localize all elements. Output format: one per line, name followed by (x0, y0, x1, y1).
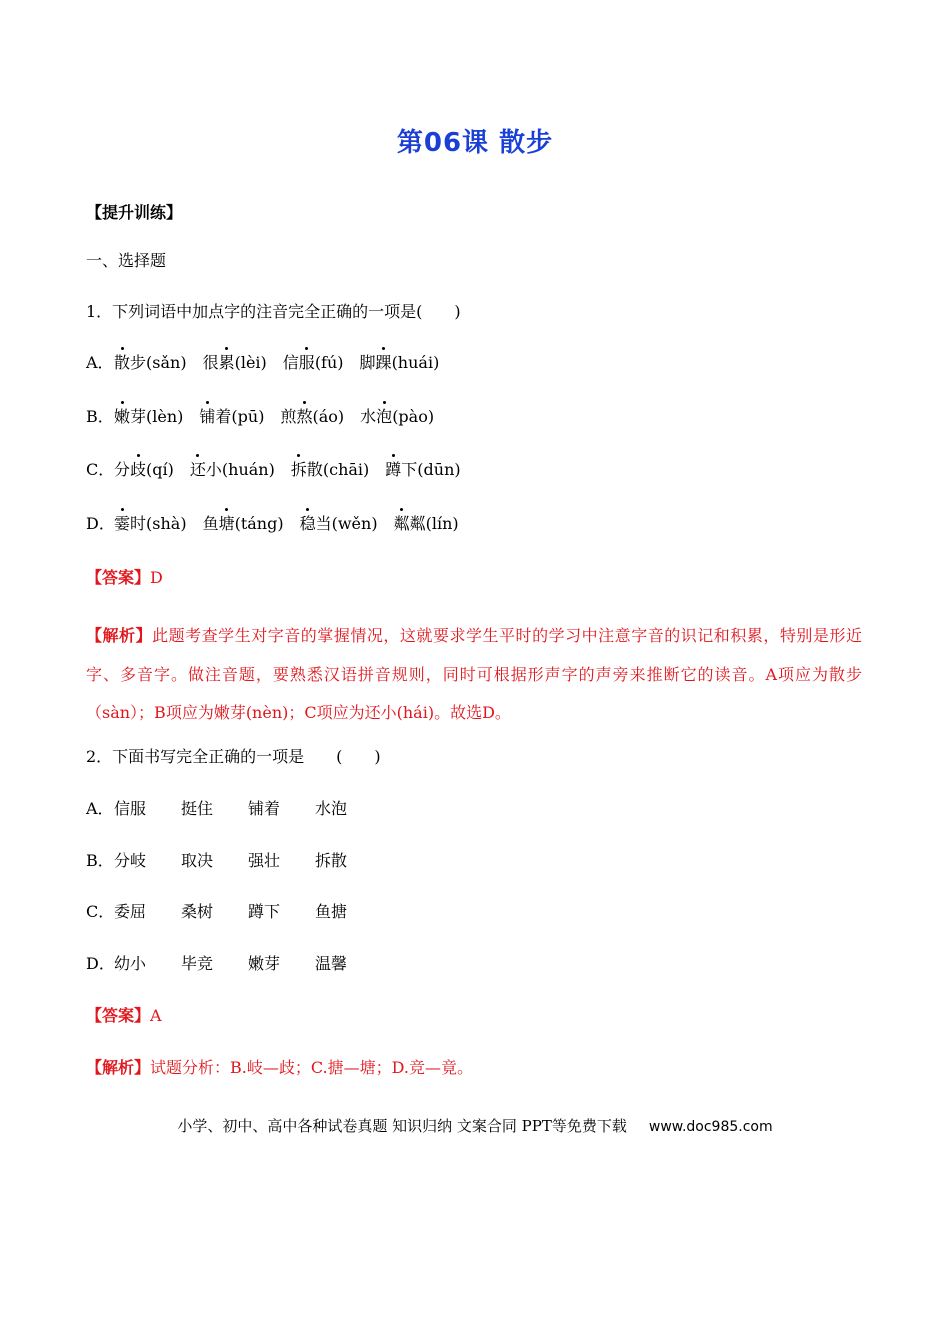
footer-url[interactable]: www.doc985.com (648, 1119, 773, 1135)
option-item: 脚踝(huái) (359, 353, 440, 372)
dotted-char: 累 (218, 353, 235, 372)
option-word: 嫩芽 (248, 954, 281, 973)
question-1-option-d (86, 513, 475, 535)
page-title: 第06课 散步 (396, 128, 554, 158)
option-letter: B． (86, 407, 114, 426)
question-1-analysis (86, 617, 862, 733)
option-word: 桑树 (181, 902, 214, 921)
option-word: 鱼搪 (315, 902, 348, 921)
footer-text: 小学、初中、高中各种试卷真题 知识归纳 文案合同 PPT等免费下载 (177, 1117, 627, 1135)
option-letter: D． (86, 514, 115, 533)
dotted-char: 稳 (299, 514, 316, 533)
option-word: 温馨 (315, 954, 348, 973)
option-item: 还小(huán) (189, 460, 275, 479)
dotted-char: 塘 (218, 514, 235, 533)
question-2-option-c (86, 901, 382, 923)
option-word: 挺住 (181, 799, 214, 818)
question-1-option-b (86, 406, 450, 428)
option-item: 煎熬(áo) (280, 407, 345, 426)
option-item: 粼粼(lín) (393, 514, 459, 533)
option-item: 鱼塘(táng) (202, 514, 284, 533)
analysis-text: 试题分析：B.岐—歧；C.搪—塘；D.竞—竟。 (150, 1058, 473, 1077)
question-2-answer (86, 1005, 162, 1027)
question-2-option-d (86, 953, 382, 975)
dotted-char: 蹲 (385, 460, 402, 479)
question-2-analysis (86, 1057, 473, 1079)
dotted-char: 嫩 (114, 407, 131, 426)
dotted-char: 粼 (393, 514, 410, 533)
option-letter: D． (86, 954, 115, 973)
dotted-char: 熬 (296, 407, 313, 426)
option-item: 嫩芽(lèn) (114, 407, 184, 426)
answer-label: 【答案】 (86, 568, 151, 587)
question-1-answer (86, 567, 163, 589)
option-item: 拆散(chāi) (290, 460, 370, 479)
question-1-option-c (86, 459, 477, 481)
part-label: 一、选择题 (86, 251, 167, 270)
option-word: 取决 (181, 851, 214, 870)
option-word: 铺着 (248, 799, 281, 818)
option-item: 很累(lèi) (202, 353, 267, 372)
option-word: 强壮 (248, 851, 281, 870)
dotted-char: 拆 (290, 460, 307, 479)
option-item: 分歧(qí) (114, 460, 174, 479)
dotted-char: 散 (114, 353, 131, 372)
option-item: 稳当(wěn) (299, 514, 378, 533)
analysis-text: 此题考查学生对字音的掌握情况，这就要求学生平时的学习中注意字音的识记和积累，特别是形近字、多音字。做注音题，要熟悉汉语拼音规则，同时可根据形声字的声旁来推断它的读音。A项应为散步（sàn）；B项应为嫩芽(nèn)；C项应为还小(hái)。故选D。 (86, 626, 862, 722)
dotted-char: 霎 (114, 514, 131, 533)
option-letter: C． (86, 902, 115, 921)
option-word: 幼小 (114, 954, 147, 973)
question-2-option-a (86, 798, 382, 820)
dotted-char: 踝 (375, 353, 392, 372)
option-word: 拆散 (315, 851, 348, 870)
dotted-char: 服 (298, 353, 315, 372)
option-item: 信服(fú) (282, 353, 344, 372)
option-letter: A． (86, 799, 114, 818)
dotted-char: 还 (189, 460, 206, 479)
question-1-option-a (86, 352, 455, 374)
answer-value: D (150, 568, 163, 587)
option-word: 毕竞 (181, 954, 214, 973)
option-word: 蹲下 (248, 902, 281, 921)
option-letter: B． (86, 851, 114, 870)
option-item: 蹲下(dūn) (385, 460, 461, 479)
option-item: 霎时(shà) (114, 514, 187, 533)
dotted-char: 泡 (376, 407, 393, 426)
question-1-stem: 1．下列词语中加点字的注音完全正确的一项是( ) (86, 302, 461, 321)
dotted-char: 铺 (199, 407, 216, 426)
option-word: 委屈 (114, 902, 147, 921)
option-item: 铺着(pū) (199, 407, 265, 426)
option-item: 水泡(pào) (360, 407, 435, 426)
option-letter: C． (86, 460, 115, 479)
analysis-label: 【解析】 (86, 626, 153, 645)
page-footer (0, 1115, 950, 1136)
option-item: 散步(sǎn) (114, 353, 187, 372)
answer-label: 【答案】 (86, 1006, 151, 1025)
question-2-stem: 2．下面书写完全正确的一项是 ( ) (86, 747, 381, 766)
option-word: 分岐 (114, 851, 147, 870)
option-word: 水泡 (315, 799, 348, 818)
option-word: 信服 (114, 799, 147, 818)
question-2-option-b (86, 850, 382, 872)
section-label: 【提升训练】 (86, 203, 183, 222)
option-letter: A． (86, 353, 114, 372)
dotted-char: 歧 (130, 460, 147, 479)
answer-value: A (150, 1006, 162, 1025)
analysis-label: 【解析】 (86, 1058, 151, 1077)
